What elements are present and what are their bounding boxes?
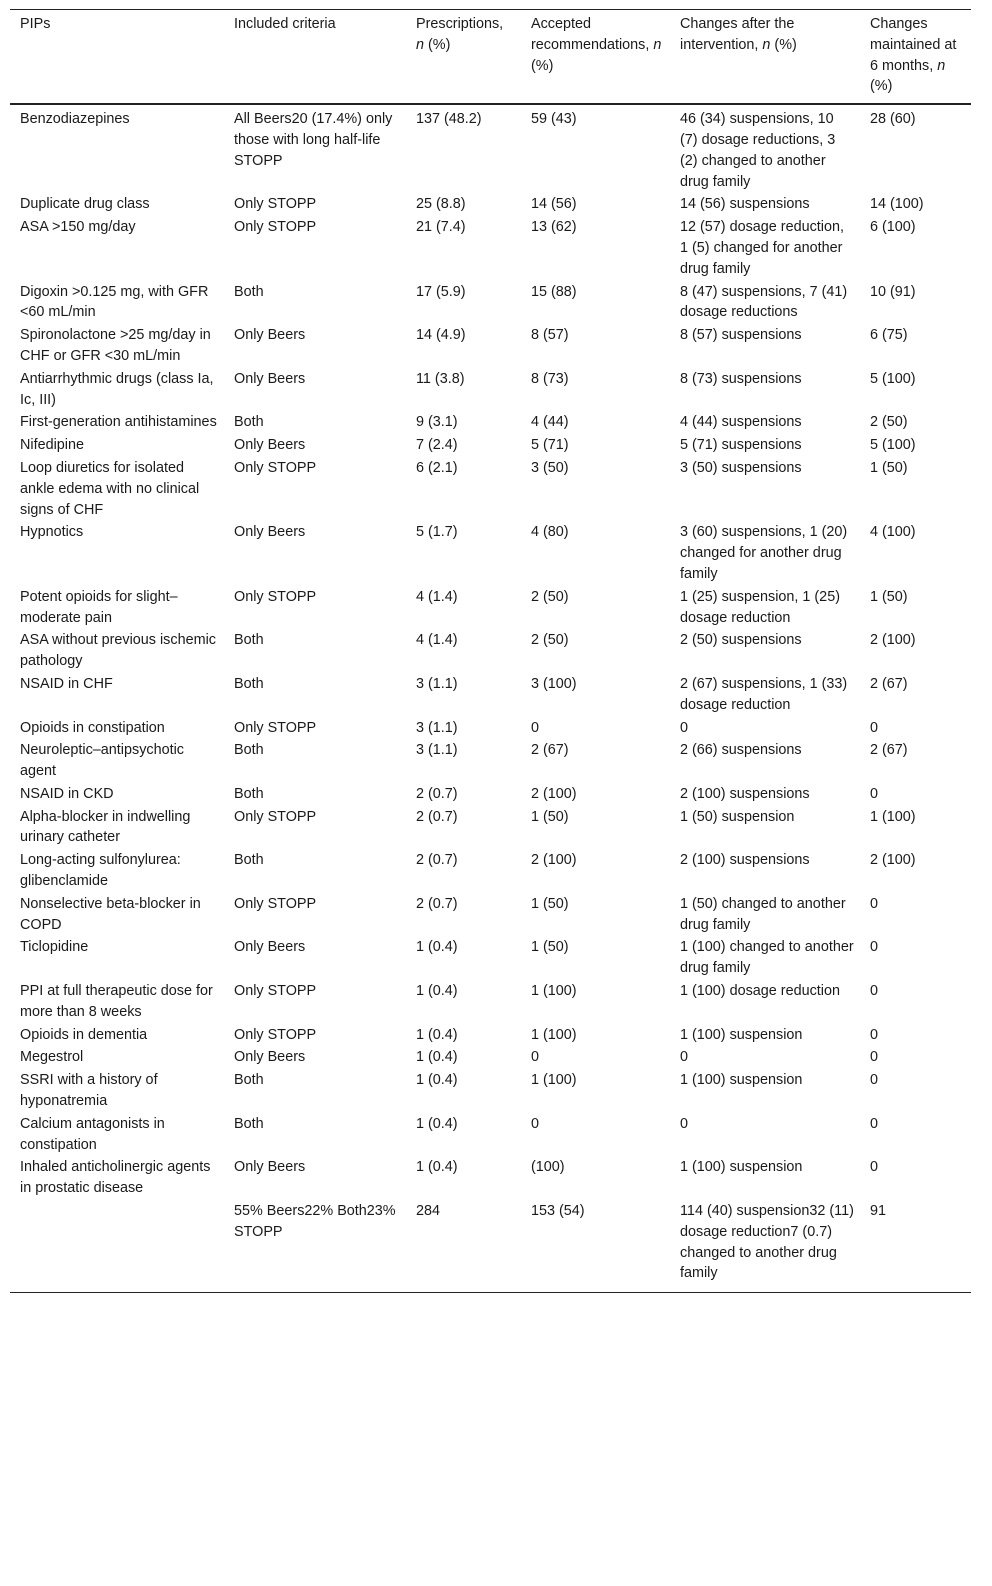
table-row bbox=[10, 807, 971, 851]
cell-changes-maintained: 0 bbox=[870, 1072, 879, 1089]
cell-changes-after: 2 (67) suspensions, 1 (33) dosage reduction bbox=[680, 675, 848, 713]
cell-pip: Spironolactone >25 mg/day in CHF or GFR <30 mL/min bbox=[20, 327, 211, 364]
cell-included-criteria: Both bbox=[234, 1072, 264, 1089]
cell-included-criteria: Both bbox=[234, 785, 264, 802]
table-row bbox=[10, 587, 971, 631]
table-row bbox=[10, 784, 971, 807]
cell-changes-maintained: 0 bbox=[870, 1026, 879, 1043]
cell-accepted: 8 (73) bbox=[531, 370, 569, 387]
cell-included-criteria: Only STOPP bbox=[234, 1026, 317, 1043]
cell-included-criteria: Only STOPP bbox=[234, 588, 317, 605]
cell-pip: Nifedipine bbox=[20, 437, 84, 454]
cell-included-criteria: Only Beers bbox=[234, 939, 306, 956]
cell-included-criteria: Only STOPP bbox=[234, 808, 317, 825]
cell-accepted: 15 (88) bbox=[531, 283, 577, 300]
cell-changes-after: 3 (50) suspensions bbox=[680, 459, 802, 476]
cell-pip: Long-acting sulfonylurea: glibenclamide bbox=[20, 852, 181, 890]
cell-included-criteria: Only STOPP bbox=[234, 895, 317, 912]
cell-included-criteria: Only STOPP bbox=[234, 719, 317, 736]
cell-changes-maintained: 0 bbox=[870, 895, 879, 912]
total-row bbox=[10, 1201, 971, 1293]
cell-included-criteria: Both bbox=[234, 414, 264, 431]
cell-prescriptions: 25 (8.8) bbox=[416, 196, 466, 213]
cell-accepted: 2 (67) bbox=[531, 742, 569, 759]
cell-changes-maintained: 0 bbox=[870, 1049, 879, 1066]
cell-changes-after: 8 (73) suspensions bbox=[680, 370, 802, 387]
table-body bbox=[10, 104, 971, 1293]
cell-included-criteria: All Beers20 (17.4%) only those with long half-life STOPP bbox=[234, 111, 393, 169]
cell-prescriptions: 6 (2.1) bbox=[416, 459, 458, 476]
cell-accepted: 0 bbox=[531, 1049, 540, 1066]
header-changes-after-intervention: Changes after the intervention, n (%) bbox=[670, 10, 860, 105]
cell-prescriptions: 3 (1.1) bbox=[416, 719, 458, 736]
cell-included-criteria: Only STOPP bbox=[234, 196, 317, 213]
cell-changes-maintained: 2 (50) bbox=[870, 414, 908, 431]
cell-accepted: 5 (71) bbox=[531, 437, 569, 454]
cell-accepted: 1 (100) bbox=[531, 1026, 577, 1043]
header-pips: PIPs bbox=[10, 10, 224, 105]
cell-changes-after: 2 (100) suspensions bbox=[680, 785, 810, 802]
cell-pip: Antiarrhythmic drugs (class Ia, Ic, III) bbox=[20, 370, 214, 408]
cell-prescriptions: 1 (0.4) bbox=[416, 1026, 458, 1043]
header-row bbox=[10, 10, 971, 105]
cell-pip: Digoxin >0.125 mg, with GFR <60 mL/min bbox=[20, 283, 209, 321]
cell-changes-maintained: 0 bbox=[870, 983, 879, 1000]
cell-prescriptions: 1 (0.4) bbox=[416, 1049, 458, 1066]
cell-changes-after: 1 (25) suspension, 1 (25) dosage reduction bbox=[680, 588, 840, 626]
header-included-criteria: Included criteria bbox=[224, 10, 406, 105]
table-row bbox=[10, 674, 971, 718]
cell-changes-after: 0 bbox=[680, 1115, 689, 1132]
cell-accepted: 4 (44) bbox=[531, 414, 569, 431]
table-row bbox=[10, 369, 971, 413]
cell-changes-after: 2 (50) suspensions bbox=[680, 632, 802, 649]
cell-changes-maintained: 2 (100) bbox=[870, 632, 916, 649]
cell-pip: ASA >150 mg/day bbox=[20, 219, 136, 236]
table-row bbox=[10, 217, 971, 281]
cell-prescriptions: 1 (0.4) bbox=[416, 1159, 458, 1176]
cell-prescriptions: 137 (48.2) bbox=[416, 111, 482, 128]
cell-changes-maintained: 2 (100) bbox=[870, 852, 916, 869]
cell-included-criteria: Only STOPP bbox=[234, 983, 317, 1000]
cell-pip: NSAID in CKD bbox=[20, 785, 114, 802]
cell-pip: Opioids in dementia bbox=[20, 1026, 148, 1043]
cell-prescriptions: 1 (0.4) bbox=[416, 939, 458, 956]
table-row bbox=[10, 435, 971, 458]
cell-accepted: 3 (50) bbox=[531, 459, 569, 476]
cell-pip: Inhaled anticholinergic agents in prostatic disease bbox=[20, 1159, 211, 1197]
cell-prescriptions: 2 (0.7) bbox=[416, 808, 458, 825]
cell-included-criteria: 55% Beers22% Both23% STOPP bbox=[224, 1201, 406, 1293]
cell-pip: Opioids in constipation bbox=[20, 719, 165, 736]
cell-prescriptions: 3 (1.1) bbox=[416, 742, 458, 759]
cell-accepted: 2 (100) bbox=[531, 785, 577, 802]
table-row bbox=[10, 850, 971, 894]
cell-accepted: 153 (54) bbox=[521, 1201, 670, 1293]
cell-accepted: 2 (100) bbox=[531, 852, 577, 869]
cell-accepted: 4 (80) bbox=[531, 524, 569, 541]
cell-included-criteria: Both bbox=[234, 1115, 264, 1132]
cell-changes-maintained: 4 (100) bbox=[870, 524, 916, 541]
pips-table bbox=[10, 9, 971, 1293]
cell-accepted: 0 bbox=[531, 1115, 540, 1132]
table-row bbox=[10, 937, 971, 981]
cell-accepted: 2 (50) bbox=[531, 632, 569, 649]
cell-accepted: 3 (100) bbox=[531, 675, 577, 692]
cell-changes-maintained: 6 (100) bbox=[870, 219, 916, 236]
cell-prescriptions: 4 (1.4) bbox=[416, 588, 458, 605]
table-row bbox=[10, 325, 971, 369]
cell-pip bbox=[10, 1201, 224, 1293]
cell-changes-after: 1 (100) suspension bbox=[680, 1159, 803, 1176]
cell-changes-after: 1 (50) changed to another drug family bbox=[680, 895, 846, 933]
cell-changes-maintained: 0 bbox=[870, 1115, 879, 1132]
cell-changes-maintained: 14 (100) bbox=[870, 196, 924, 213]
cell-prescriptions: 7 (2.4) bbox=[416, 437, 458, 454]
cell-changes-after: 1 (50) suspension bbox=[680, 808, 795, 825]
cell-accepted: 1 (100) bbox=[531, 983, 577, 1000]
cell-accepted: (100) bbox=[531, 1159, 565, 1176]
cell-included-criteria: Only STOPP bbox=[234, 219, 317, 236]
cell-prescriptions: 11 (3.8) bbox=[416, 370, 465, 387]
cell-included-criteria: Both bbox=[234, 742, 264, 759]
cell-included-criteria: Both bbox=[234, 852, 264, 869]
cell-included-criteria: Both bbox=[234, 675, 264, 692]
table-header bbox=[10, 10, 971, 105]
cell-pip: Calcium antagonists in constipation bbox=[20, 1115, 165, 1153]
cell-accepted: 2 (50) bbox=[531, 588, 569, 605]
cell-changes-maintained: 5 (100) bbox=[870, 437, 916, 454]
cell-changes-maintained: 1 (50) bbox=[870, 588, 908, 605]
cell-accepted: 0 bbox=[531, 719, 540, 736]
cell-pip: Alpha-blocker in indwelling urinary catheter bbox=[20, 808, 191, 846]
cell-changes-maintained: 0 bbox=[870, 785, 879, 802]
cell-changes-after: 1 (100) suspension bbox=[680, 1026, 803, 1043]
cell-prescriptions: 1 (0.4) bbox=[416, 1115, 458, 1132]
cell-changes-after: 12 (57) dosage reduction, 1 (5) changed for another drug family bbox=[680, 219, 845, 277]
cell-accepted: 1 (50) bbox=[531, 895, 569, 912]
table-row bbox=[10, 412, 971, 435]
cell-changes-after: 5 (71) suspensions bbox=[680, 437, 802, 454]
cell-accepted: 1 (50) bbox=[531, 808, 569, 825]
table-row bbox=[10, 718, 971, 741]
cell-pip: ASA without previous ischemic pathology bbox=[20, 632, 216, 670]
cell-prescriptions: 2 (0.7) bbox=[416, 785, 458, 802]
cell-prescriptions: 2 (0.7) bbox=[416, 895, 458, 912]
cell-prescriptions: 1 (0.4) bbox=[416, 1072, 458, 1089]
cell-changes-maintained: 0 bbox=[870, 719, 879, 736]
cell-accepted: 8 (57) bbox=[531, 327, 569, 344]
cell-pip: Nonselective beta-blocker in COPD bbox=[20, 895, 201, 933]
cell-changes-maintained: 2 (67) bbox=[870, 675, 908, 692]
cell-pip: First-generation antihistamines bbox=[20, 414, 217, 431]
cell-changes-maintained: 6 (75) bbox=[870, 327, 908, 344]
cell-changes-after: 2 (66) suspensions bbox=[680, 742, 802, 759]
cell-changes-after: 4 (44) suspensions bbox=[680, 414, 802, 431]
cell-included-criteria: Only Beers bbox=[234, 1159, 306, 1176]
cell-pip: Benzodiazepines bbox=[20, 111, 130, 128]
table-row bbox=[10, 522, 971, 586]
cell-prescriptions: 17 (5.9) bbox=[416, 283, 466, 300]
cell-changes-maintained: 28 (60) bbox=[870, 111, 916, 128]
cell-pip: Hypnotics bbox=[20, 524, 84, 541]
cell-changes-after: 1 (100) dosage reduction bbox=[680, 983, 841, 1000]
cell-included-criteria: Only Beers bbox=[234, 524, 306, 541]
cell-changes-maintained: 0 bbox=[870, 939, 879, 956]
table-row bbox=[10, 104, 971, 194]
cell-included-criteria: Both bbox=[234, 283, 264, 300]
header-prescriptions: Prescriptions, n (%) bbox=[406, 10, 521, 105]
cell-changes-maintained: 1 (50) bbox=[870, 459, 908, 476]
cell-included-criteria: Only Beers bbox=[234, 1049, 306, 1066]
cell-pip: Neuroleptic–antipsychotic agent bbox=[20, 742, 184, 780]
cell-accepted: 13 (62) bbox=[531, 219, 577, 236]
cell-included-criteria: Only Beers bbox=[234, 327, 306, 344]
cell-prescriptions: 4 (1.4) bbox=[416, 632, 458, 649]
cell-prescriptions: 14 (4.9) bbox=[416, 327, 466, 344]
table-row bbox=[10, 1047, 971, 1070]
cell-pip: Loop diuretics for isolated ankle edema with no clinical signs of CHF bbox=[20, 459, 200, 518]
table-row bbox=[10, 894, 971, 938]
cell-changes-maintained: 1 (100) bbox=[870, 808, 916, 825]
cell-prescriptions: 284 bbox=[406, 1201, 521, 1293]
cell-changes-after: 3 (60) suspensions, 1 (20) changed for another drug family bbox=[680, 524, 848, 582]
table-row bbox=[10, 630, 971, 674]
cell-changes-maintained: 0 bbox=[870, 1159, 879, 1176]
table-row bbox=[10, 1157, 971, 1201]
table-row bbox=[10, 458, 971, 522]
cell-accepted: 59 (43) bbox=[531, 111, 577, 128]
cell-prescriptions: 9 (3.1) bbox=[416, 414, 458, 431]
cell-included-criteria: Both bbox=[234, 632, 264, 649]
header-changes-maintained: Changes maintained at 6 months, n (%) bbox=[860, 10, 971, 105]
table-row bbox=[10, 194, 971, 217]
cell-prescriptions: 1 (0.4) bbox=[416, 983, 458, 1000]
cell-changes-after: 0 bbox=[680, 1049, 689, 1066]
cell-changes-maintained: 2 (67) bbox=[870, 742, 908, 759]
cell-pip: SSRI with a history of hyponatremia bbox=[20, 1072, 158, 1110]
header-accepted-recommendations: Accepted recommendations, n (%) bbox=[521, 10, 670, 105]
table-row bbox=[10, 1070, 971, 1114]
table-row bbox=[10, 740, 971, 784]
table-row bbox=[10, 282, 971, 326]
cell-changes-after: 46 (34) suspensions, 10 (7) dosage reductions, 3 (2) changed to another drug family bbox=[680, 111, 836, 190]
cell-changes-after: 2 (100) suspensions bbox=[680, 852, 810, 869]
table-row bbox=[10, 981, 971, 1025]
cell-prescriptions: 2 (0.7) bbox=[416, 852, 458, 869]
cell-accepted: 14 (56) bbox=[531, 196, 577, 213]
cell-pip: Potent opioids for slight–moderate pain bbox=[20, 588, 178, 626]
cell-prescriptions: 21 (7.4) bbox=[416, 219, 466, 236]
cell-pip: Megestrol bbox=[20, 1049, 84, 1066]
cell-changes-after: 1 (100) suspension bbox=[680, 1072, 803, 1089]
cell-pip: PPI at full therapeutic dose for more than 8 weeks bbox=[20, 983, 213, 1020]
cell-pip: NSAID in CHF bbox=[20, 675, 113, 692]
cell-changes-after: 8 (47) suspensions, 7 (41) dosage reductions bbox=[680, 283, 848, 321]
cell-included-criteria: Only STOPP bbox=[234, 459, 317, 476]
cell-pip: Duplicate drug class bbox=[20, 196, 150, 213]
cell-changes-maintained: 5 (100) bbox=[870, 370, 916, 387]
cell-changes-maintained: 10 (91) bbox=[870, 283, 916, 300]
table-row bbox=[10, 1025, 971, 1048]
cell-changes-after: 0 bbox=[680, 719, 689, 736]
cell-prescriptions: 3 (1.1) bbox=[416, 675, 458, 692]
cell-included-criteria: Only Beers bbox=[234, 437, 306, 454]
cell-changes-maintained: 91 bbox=[860, 1201, 971, 1293]
cell-pip: Ticlopidine bbox=[20, 939, 89, 956]
cell-prescriptions: 5 (1.7) bbox=[416, 524, 458, 541]
cell-included-criteria: Only Beers bbox=[234, 370, 306, 387]
cell-changes-after: 114 (40) suspension32 (11) dosage reduction7 (0.7) changed to another drug family bbox=[670, 1201, 860, 1293]
cell-accepted: 1 (50) bbox=[531, 939, 569, 956]
table-row bbox=[10, 1114, 971, 1158]
cell-changes-after: 8 (57) suspensions bbox=[680, 327, 802, 344]
cell-changes-after: 14 (56) suspensions bbox=[680, 196, 810, 213]
cell-changes-after: 1 (100) changed to another drug family bbox=[680, 939, 854, 977]
cell-accepted: 1 (100) bbox=[531, 1072, 577, 1089]
